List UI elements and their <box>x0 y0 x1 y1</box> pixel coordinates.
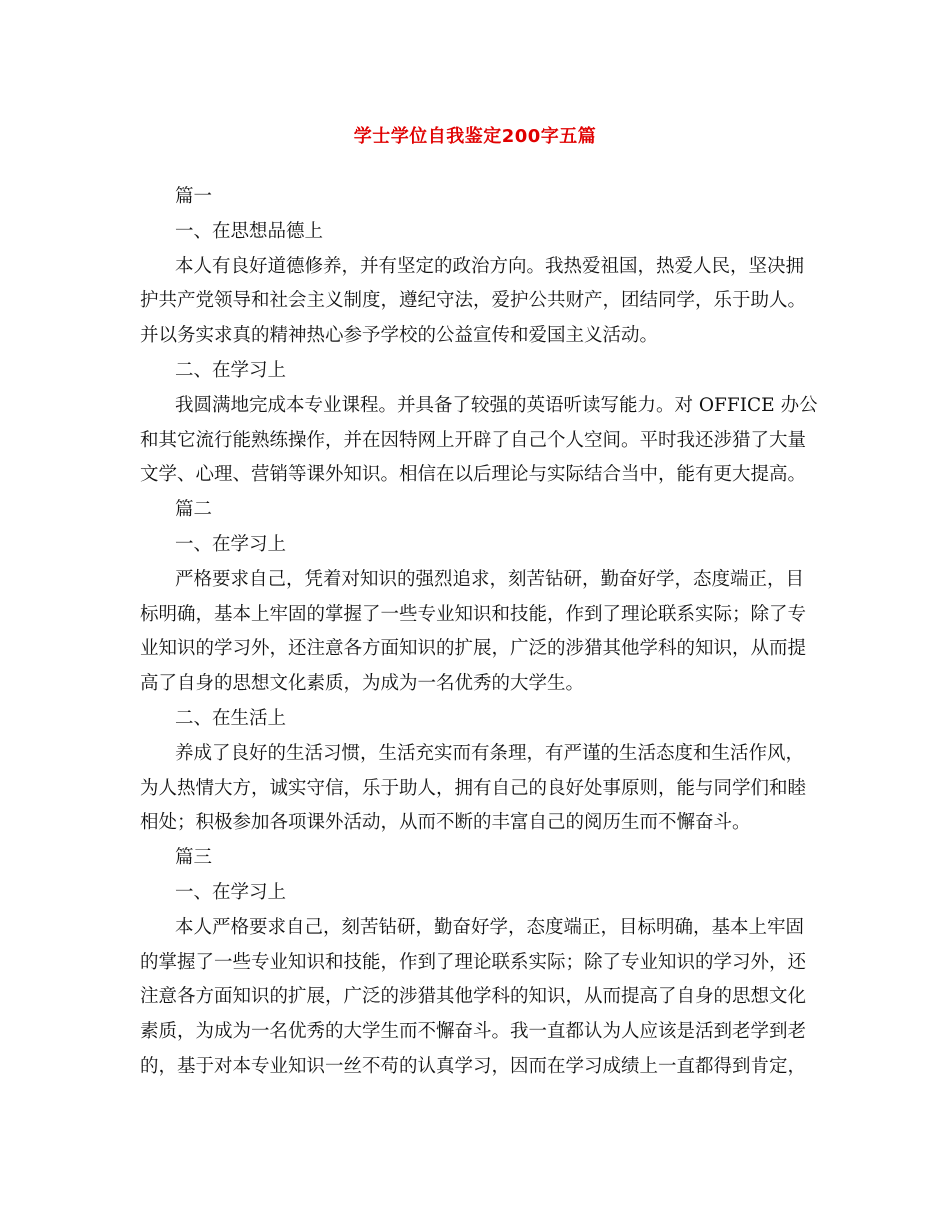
document-title: 学士学位自我鉴定200字五篇 <box>353 126 597 147</box>
paragraph-line: 一、在学习上 <box>175 533 287 555</box>
paragraph-line: 的掌握了一些专业知识和技能，作到了理论联系实际；除了专业知识的学习外，还 <box>140 951 807 973</box>
paragraph-line: 并以务实求真的精神热心参予学校的公益宣传和爱国主义活动。 <box>140 325 659 347</box>
paragraph-line: 的，基于对本专业知识一丝不苟的认真学习，因而在学习成绩上一直都得到肯定， <box>140 1055 807 1077</box>
paragraph-line: 一、在思想品德上 <box>175 220 324 242</box>
paragraph-line: 养成了良好的生活习惯，生活充实而有条理，有严谨的生活态度和生活作风， <box>175 742 805 764</box>
document-body <box>140 180 818 1085</box>
paragraph-line: 为人热情大方，诚实守信，乐于助人，拥有自己的良好处事原则，能与同学们和睦 <box>140 777 807 799</box>
paragraph-line: 文学、心理、营销等课外知识。相信在以后理论与实际结合当中，能有更大提高。 <box>140 464 807 486</box>
paragraph-line: 业知识的学习外，还注意各方面知识的扩展，广泛的涉猎其他学科的知识，从而提 <box>140 638 807 660</box>
paragraph-line: 篇二 <box>175 499 213 521</box>
paragraph-line: 二、在学习上 <box>175 359 287 381</box>
paragraph-line: 我圆满地完成本专业课程。并具备了较强的英语听读写能力。对 OFFICE 办公 <box>175 394 818 416</box>
paragraph-line: 和其它流行能熟练操作，并在因特网上开辟了自己个人空间。平时我还涉猎了大量 <box>140 429 807 451</box>
paragraph-line: 本人有良好道德修养，并有坚定的政治方向。我热爱祖国，热爱人民，坚决拥 <box>175 255 805 277</box>
paragraph-line: 注意各方面知识的扩展，广泛的涉猎其他学科的知识，从而提高了自身的思想文化 <box>140 986 807 1008</box>
paragraph-line: 护共产党领导和社会主义制度，遵纪守法，爱护公共财产，团结同学，乐于助人。 <box>140 290 807 312</box>
paragraph-line: 一、在学习上 <box>175 881 287 903</box>
paragraph-line: 二、在生活上 <box>175 707 287 729</box>
paragraph-line: 标明确，基本上牢固的掌握了一些专业知识和技能，作到了理论联系实际；除了专 <box>140 603 807 625</box>
paragraph-line: 本人严格要求自己，刻苦钻研，勤奋好学，态度端正，目标明确，基本上牢固 <box>175 916 805 938</box>
paragraph-line: 篇三 <box>175 847 213 869</box>
paragraph-line: 相处；积极参加各项课外活动，从而不断的丰富自己的阅历生而不懈奋斗。 <box>140 812 751 834</box>
paragraph-line: 篇一 <box>175 186 213 207</box>
paragraph-line: 高了自身的思想文化素质，为成为一名优秀的大学生。 <box>140 673 585 695</box>
paragraph-line: 严格要求自己，凭着对知识的强烈追求，刻苦钻研，勤奋好学，态度端正，目 <box>175 568 805 590</box>
paragraph-line: 素质，为成为一名优秀的大学生而不懈奋斗。我一直都认为人应该是活到老学到老 <box>140 1021 807 1043</box>
